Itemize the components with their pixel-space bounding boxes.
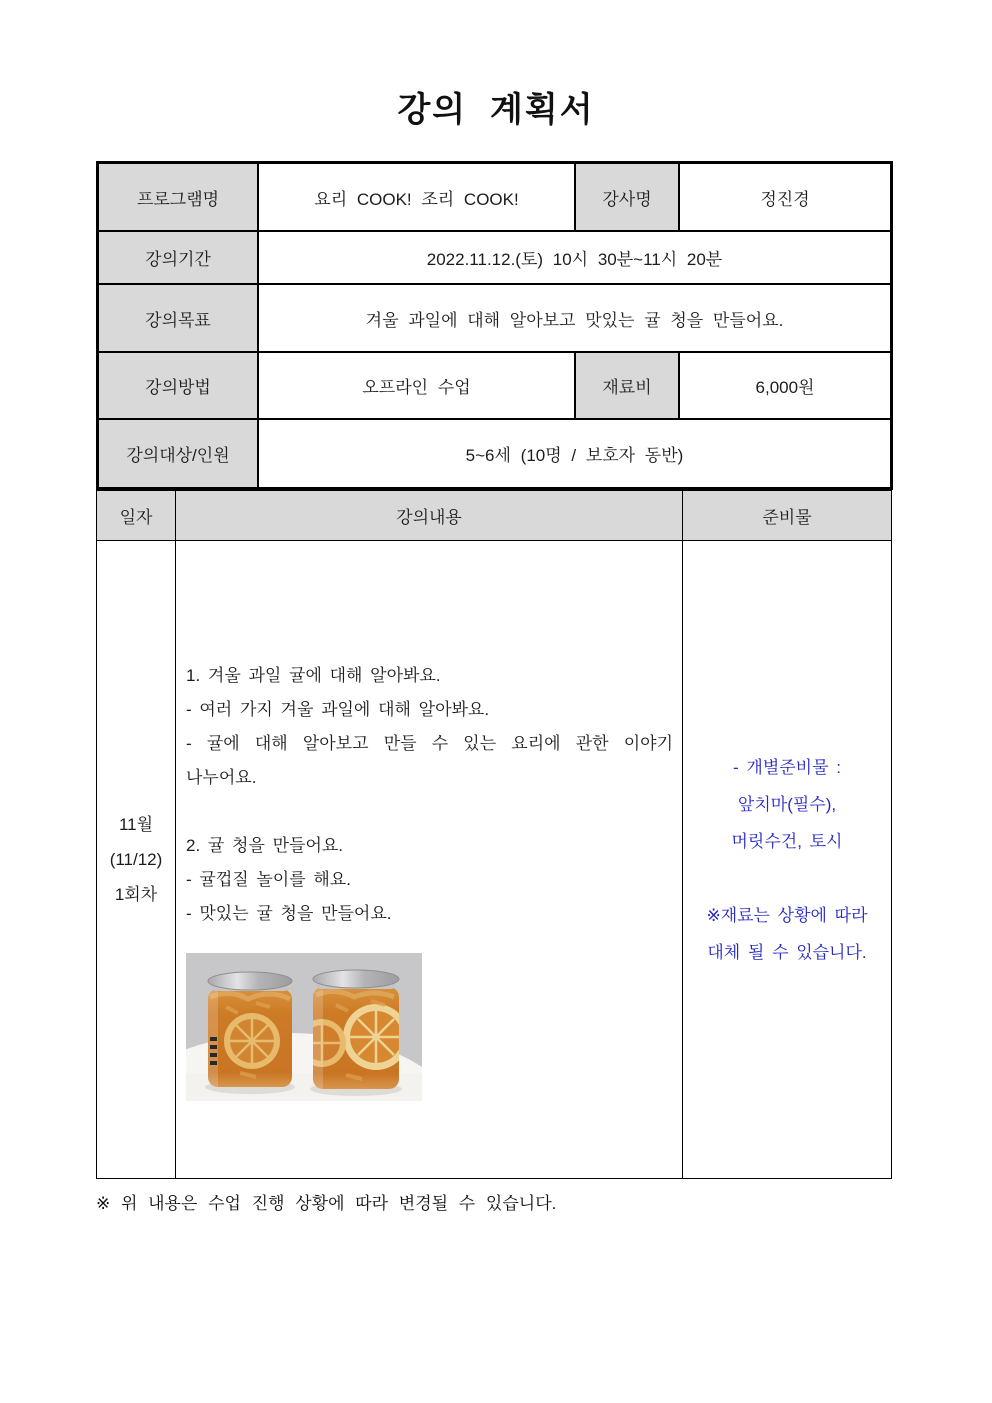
method-label: 강의방법 xyxy=(99,353,257,418)
period-value: 2022.11.12.(토) 10시 30분~11시 20분 xyxy=(259,232,890,283)
session-month: 11월 xyxy=(118,815,154,834)
material-cost-label: 재료비 xyxy=(576,353,678,418)
period-label: 강의기간 xyxy=(99,232,257,283)
content-line: - 여러 가지 겨울 과일에 대해 알아봐요. xyxy=(186,700,490,719)
content-column-header: 강의내용 xyxy=(176,491,682,540)
page-title: 강의 계획서 xyxy=(397,91,595,129)
audience-label: 강의대상/인원 xyxy=(99,420,257,487)
content-line: 1. 겨울 과일 귤에 대해 알아봐요. xyxy=(186,666,441,685)
date-column-header: 일자 xyxy=(97,491,175,540)
method-value: 오프라인 수업 xyxy=(259,353,574,418)
jam-jars-photo xyxy=(186,953,422,1101)
materials-cell xyxy=(683,541,891,1178)
instructor-value: 정진경 xyxy=(680,164,890,230)
material-cost-value: 6,000원 xyxy=(680,353,890,418)
content-line: - 귤에 대해 알아보고 만들 수 있는 요리에 관한 이야기 xyxy=(186,734,673,753)
footer-note: ※ 위 내용은 수업 진행 상황에 따라 변경될 수 있습니다. xyxy=(96,1194,557,1213)
materials-line: 앞치마(필수), xyxy=(737,794,837,814)
materials-line: 대체 될 수 있습니다. xyxy=(707,942,867,962)
audience-value: 5~6세 (10명 / 보호자 동반) xyxy=(259,420,890,487)
instructor-label: 강사명 xyxy=(576,164,678,230)
lecture-content-cell xyxy=(176,541,682,1178)
info-table xyxy=(96,161,893,490)
content-line xyxy=(186,795,673,829)
content-line: 2. 귤 청을 만들어요. xyxy=(186,836,344,855)
materials-line: 머릿수건, 토시 xyxy=(731,831,843,851)
materials-line: - 개별준비물 : xyxy=(733,757,841,777)
session-date-cell xyxy=(97,541,175,1178)
materials-line: ※재료는 상황에 따라 xyxy=(706,905,868,925)
content-line: - 맛있는 귤 청을 만들어요. xyxy=(186,904,392,923)
content-line: - 귤껍질 놀이를 해요. xyxy=(186,870,351,889)
session-day: (11/12) xyxy=(109,850,163,869)
program-name-label: 프로그램명 xyxy=(99,164,257,230)
content-line: 나누어요. xyxy=(186,768,257,787)
session-number: 1회차 xyxy=(114,885,158,904)
program-name-value: 요리 COOK! 조리 COOK! xyxy=(259,164,574,230)
schedule-table xyxy=(96,490,892,1179)
goal-label: 강의목표 xyxy=(99,285,257,351)
goal-value: 겨울 과일에 대해 알아보고 맛있는 귤 청을 만들어요. xyxy=(259,285,890,351)
materials-column-header: 준비물 xyxy=(683,491,891,540)
